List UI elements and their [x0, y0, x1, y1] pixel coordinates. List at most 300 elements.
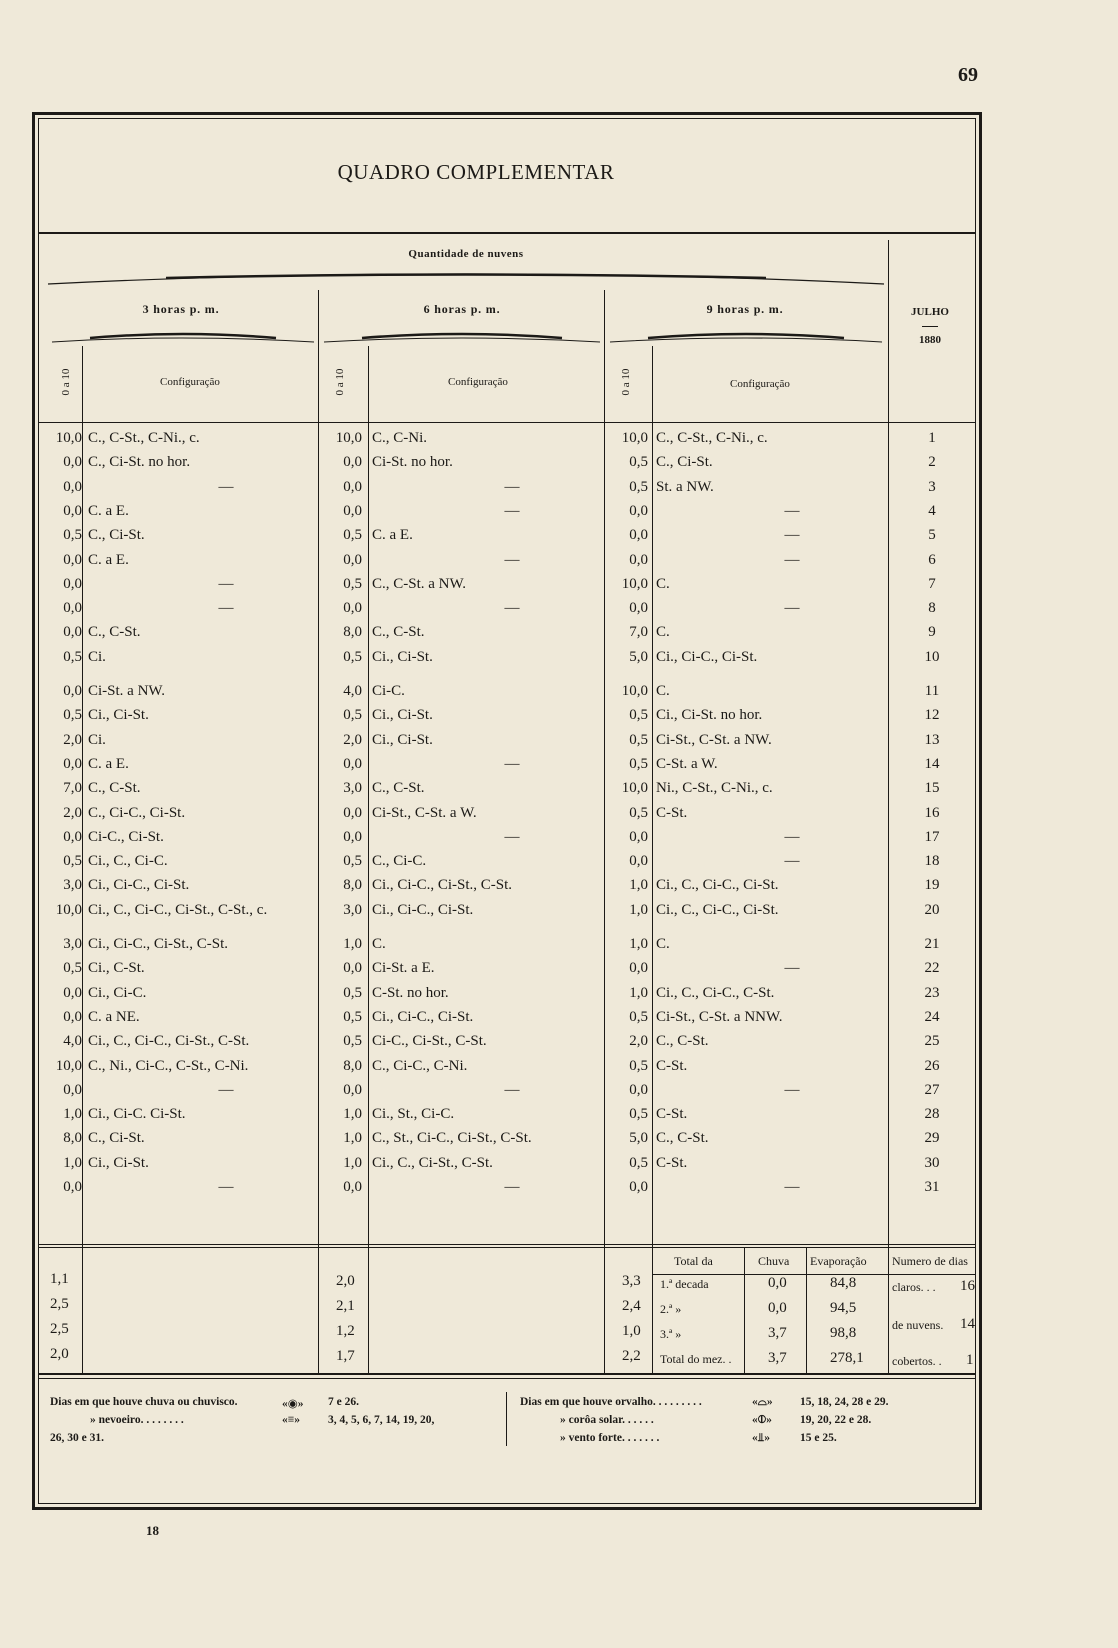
- value-6pm: 0,0: [343, 1081, 362, 1098]
- header-rule-top: [38, 232, 976, 234]
- value-9pm: 0,5: [629, 755, 648, 772]
- footnote-days: 15, 18, 24, 28 e 29.: [800, 1396, 889, 1408]
- value-9pm: 10,0: [621, 430, 648, 446]
- config-3pm: Ci-C., Ci-St.: [88, 828, 164, 845]
- config-3pm: —: [218, 1081, 234, 1098]
- table-row: [46, 805, 972, 829]
- summary-chuva: 0,0: [768, 1300, 787, 1316]
- day-number: 24: [924, 1008, 940, 1025]
- summary-6pm: 1,7: [336, 1348, 355, 1364]
- value-9pm: 0,0: [629, 551, 648, 568]
- summary-3pm: 2,5: [50, 1321, 69, 1337]
- config-3pm: C., Ci-St. no hor.: [88, 454, 191, 471]
- day-number: 17: [924, 828, 940, 845]
- config-9pm: Ci-St., C-St. a NNW.: [656, 1008, 783, 1025]
- summary-6pm: 1,2: [336, 1323, 355, 1339]
- config-3pm: C., Ci-C., Ci-St.: [88, 804, 186, 821]
- value-6pm: 0,5: [343, 575, 362, 592]
- value-6pm: 1,0: [343, 1106, 362, 1123]
- value-9pm: 0,5: [629, 804, 648, 821]
- day-number: 30: [924, 1154, 940, 1171]
- config-9pm: —: [784, 502, 800, 519]
- day-number: 12: [924, 707, 940, 724]
- value-3pm: 0,0: [63, 624, 82, 641]
- value-6pm: 10,0: [335, 430, 362, 446]
- value-3pm: 10,0: [55, 901, 82, 918]
- value-6pm: 1,0: [343, 1154, 362, 1171]
- table-row: [46, 877, 972, 901]
- value-3pm: 10,0: [55, 1057, 82, 1074]
- summary-9pm: 3,3: [622, 1273, 641, 1289]
- value-3pm: 4,0: [63, 1033, 82, 1050]
- value-6pm: 8,0: [343, 877, 362, 894]
- value-9pm: 5,0: [629, 648, 648, 665]
- table-row: [46, 936, 972, 960]
- summary-3pm: 1,1: [50, 1271, 69, 1287]
- value-6pm: 0,5: [343, 527, 362, 544]
- value-6pm: 0,5: [343, 1008, 362, 1025]
- config-9pm: C-St.: [656, 1154, 688, 1171]
- value-3pm: 2,0: [63, 804, 82, 821]
- value-3pm: 0,0: [63, 1008, 82, 1025]
- value-6pm: 0,5: [343, 648, 362, 665]
- value-6pm: 0,0: [343, 551, 362, 568]
- config-6pm: Ci-St. no hor.: [372, 454, 453, 471]
- days-cobertos-label: cobertos. .: [892, 1354, 942, 1368]
- config-label-6pm: Configuração: [448, 376, 508, 388]
- config-6pm: —: [504, 1179, 520, 1195]
- scale-label-9pm: 0 a 10: [620, 368, 632, 396]
- config-9pm: —: [784, 1081, 800, 1098]
- value-9pm: 5,0: [629, 1130, 648, 1147]
- value-6pm: 3,0: [343, 901, 362, 918]
- table-row: [46, 683, 972, 707]
- config-9pm: C.: [656, 683, 670, 699]
- value-3pm: 0,0: [63, 683, 82, 699]
- value-3pm: 0,0: [63, 828, 82, 845]
- config-9pm: C-St.: [656, 804, 688, 821]
- config-3pm: Ci., Ci-C., Ci-St., C-St.: [88, 936, 229, 952]
- config-6pm: Ci., Ci-St.: [372, 648, 433, 665]
- config-9pm: St. a NW.: [656, 478, 714, 495]
- config-3pm: —: [218, 575, 234, 592]
- config-6pm: Ci., Ci-C., Ci-St., C-St.: [372, 877, 513, 894]
- table-bottom-rule2: [38, 1378, 976, 1379]
- summary-evap: 98,8: [830, 1325, 857, 1341]
- value-3pm: 0,5: [63, 707, 82, 724]
- value-3pm: 0,0: [63, 551, 82, 568]
- value-3pm: 0,0: [63, 1081, 82, 1098]
- table-row: [46, 479, 972, 503]
- table-row: [46, 707, 972, 731]
- config-6pm: Ci., Ci-St.: [372, 731, 433, 748]
- config-9pm: —: [784, 527, 800, 544]
- value-9pm: 10,0: [621, 575, 648, 592]
- config-6pm: Ci-St., C-St. a W.: [372, 804, 477, 821]
- value-3pm: 3,0: [63, 936, 82, 952]
- config-9pm: C.: [656, 624, 670, 641]
- weather-symbol-icon: «⦶»: [752, 1414, 772, 1426]
- summary-label: 2.ª »: [660, 1302, 682, 1316]
- config-9pm: Ci., C., Ci-C., C-St.: [656, 984, 775, 1001]
- table-row: [46, 1106, 972, 1130]
- config-3pm: C. a E.: [88, 755, 129, 772]
- config-3pm: —: [218, 1179, 234, 1195]
- value-3pm: 8,0: [63, 1130, 82, 1147]
- table-row: [46, 624, 972, 648]
- day-number: 5: [928, 527, 936, 544]
- footnote-days: 15 e 25.: [800, 1432, 837, 1444]
- value-6pm: 0,5: [343, 707, 362, 724]
- month-label: JULHO: [911, 306, 949, 318]
- weather-symbol-icon: «⫫»: [752, 1432, 770, 1444]
- value-9pm: 0,5: [629, 707, 648, 724]
- day-number: 13: [924, 731, 940, 748]
- config-3pm: —: [218, 478, 234, 495]
- config-label-9pm: Configuração: [730, 378, 790, 390]
- config-6pm: Ci., Ci-C., Ci-St.: [372, 1008, 474, 1025]
- summary-label: 3.ª »: [660, 1327, 682, 1341]
- month-underline: [922, 326, 938, 327]
- weather-symbol-icon: «⌓»: [752, 1396, 773, 1408]
- value-6pm: 0,5: [343, 984, 362, 1001]
- table-row: [46, 1033, 972, 1057]
- value-9pm: 1,0: [629, 936, 648, 952]
- value-3pm: 0,5: [63, 648, 82, 665]
- config-6pm: C., C-Ni.: [372, 430, 428, 446]
- day-number: 28: [924, 1106, 940, 1123]
- config-3pm: —: [218, 600, 234, 617]
- days-nuvens-value: 14: [960, 1316, 975, 1332]
- value-6pm: 0,0: [343, 1179, 362, 1195]
- value-6pm: 8,0: [343, 1057, 362, 1074]
- config-3pm: Ci., Ci-C., Ci-St.: [88, 877, 190, 894]
- summary-evap-header: Evaporação: [810, 1254, 867, 1268]
- config-6pm: C. a E.: [372, 527, 413, 544]
- config-9pm: C., Ci-St.: [656, 454, 713, 471]
- value-9pm: 0,5: [629, 1057, 648, 1074]
- value-6pm: 0,0: [343, 828, 362, 845]
- hours-6pm: 6 horas p. m.: [423, 302, 501, 316]
- config-9pm: C-St. a W.: [656, 755, 718, 772]
- footnote-text: » vento forte. . . . . . .: [560, 1432, 660, 1444]
- scale-label-3pm: 0 a 10: [60, 368, 72, 396]
- day-number: 15: [924, 780, 940, 797]
- summary-9pm: 2,2: [622, 1348, 641, 1364]
- day-number: 14: [924, 755, 940, 772]
- table-bottom-rule: [38, 1373, 976, 1375]
- value-6pm: 0,0: [343, 478, 362, 495]
- page-number: 69: [958, 64, 978, 86]
- value-6pm: 0,0: [343, 960, 362, 977]
- value-6pm: 8,0: [343, 624, 362, 641]
- config-6pm: Ci-St. a E.: [372, 960, 435, 977]
- config-3pm: C. a NE.: [88, 1008, 140, 1025]
- value-6pm: 3,0: [343, 780, 362, 797]
- hours-9pm: 9 horas p. m.: [706, 302, 784, 316]
- config-6pm: C.: [372, 936, 386, 952]
- value-9pm: 1,0: [629, 877, 648, 894]
- value-9pm: 1,0: [629, 984, 648, 1001]
- value-9pm: 2,0: [629, 1033, 648, 1050]
- quantity-brace: [46, 272, 886, 286]
- summary-3pm: 2,5: [50, 1296, 69, 1312]
- config-3pm: Ci., C-St.: [88, 960, 145, 977]
- summary-rule-top: [38, 1244, 976, 1245]
- signature-mark: 18: [146, 1523, 159, 1538]
- summary-subhead-rule: [652, 1274, 976, 1275]
- footnote-text: Dias em que houve orvalho. . . . . . . . .: [520, 1396, 702, 1408]
- value-9pm: 0,0: [629, 1081, 648, 1098]
- table-row: [46, 853, 972, 877]
- config-9pm: C.: [656, 936, 670, 952]
- config-3pm: C., C-St.: [88, 780, 141, 797]
- config-6pm: C., St., Ci-C., Ci-St., C-St.: [372, 1130, 532, 1147]
- config-6pm: —: [504, 600, 520, 617]
- summary-chuva: 3,7: [768, 1325, 787, 1341]
- config-6pm: Ci., St., Ci-C.: [372, 1106, 455, 1123]
- config-3pm: Ci., Ci-St.: [88, 707, 149, 724]
- day-number: 16: [924, 804, 940, 821]
- page-title: QUADRO COMPLEMENTAR: [337, 160, 615, 184]
- value-3pm: 0,0: [63, 478, 82, 495]
- summary-chuva: 0,0: [768, 1275, 787, 1291]
- summary-line-chuva: [744, 1248, 745, 1373]
- config-9pm: —: [784, 960, 800, 977]
- brace-9pm: [608, 330, 884, 344]
- value-9pm: 0,0: [629, 600, 648, 617]
- value-6pm: 0,0: [343, 454, 362, 471]
- day-number: 22: [924, 960, 940, 977]
- value-6pm: 0,5: [343, 1033, 362, 1050]
- value-6pm: 0,0: [343, 755, 362, 772]
- value-6pm: 0,0: [343, 600, 362, 617]
- config-3pm: Ci-St. a NW.: [88, 683, 165, 699]
- config-9pm: —: [784, 853, 800, 870]
- footnote-days: 7 e 26.: [328, 1396, 359, 1408]
- table-row: [46, 1155, 972, 1179]
- config-6pm: Ci-C.: [372, 683, 405, 699]
- footnote-text: » corôa solar. . . . . .: [560, 1414, 654, 1426]
- table-row: [46, 1009, 972, 1033]
- table-row: [46, 829, 972, 853]
- summary-label: Total do mez. .: [660, 1352, 732, 1366]
- summary-evap: 94,5: [830, 1300, 857, 1316]
- table-row: [46, 756, 972, 780]
- config-3pm: Ci.: [88, 648, 106, 665]
- table-row: [46, 649, 972, 673]
- table-row: [46, 454, 972, 478]
- day-number: 20: [924, 901, 940, 918]
- summary-label: 1.ª decada: [660, 1277, 709, 1291]
- value-6pm: 0,5: [343, 853, 362, 870]
- config-3pm: Ci., C., Ci-C.: [88, 853, 168, 870]
- days-nuvens-label: de nuvens.: [892, 1318, 944, 1332]
- value-9pm: 10,0: [621, 683, 648, 699]
- table-row: [46, 527, 972, 551]
- value-3pm: 0,0: [63, 600, 82, 617]
- day-number: 6: [928, 551, 936, 568]
- footnote-text: 26, 30 e 31.: [50, 1432, 104, 1444]
- table-row: [46, 985, 972, 1009]
- config-6pm: —: [504, 502, 520, 519]
- table-row: [46, 503, 972, 527]
- day-number: 10: [924, 648, 940, 665]
- day-number: 2: [928, 454, 936, 471]
- config-9pm: —: [784, 551, 800, 568]
- config-6pm: C-St. no hor.: [372, 984, 449, 1001]
- value-3pm: 1,0: [63, 1154, 82, 1171]
- value-3pm: 0,5: [63, 527, 82, 544]
- config-6pm: —: [504, 478, 520, 495]
- config-6pm: C., C-St.: [372, 624, 425, 641]
- config-6pm: Ci., Ci-C., Ci-St.: [372, 901, 474, 918]
- value-3pm: 1,0: [63, 1106, 82, 1123]
- day-number: 7: [928, 575, 936, 592]
- config-6pm: C., Ci-C.: [372, 853, 427, 870]
- day-number: 18: [924, 853, 940, 870]
- footnote-text: » nevoeiro. . . . . . . .: [90, 1414, 184, 1426]
- value-6pm: 0,0: [343, 804, 362, 821]
- summary-rule-top2: [38, 1247, 976, 1248]
- year-label: 1880: [919, 334, 941, 346]
- day-number: 19: [924, 877, 940, 894]
- value-9pm: 0,0: [629, 527, 648, 544]
- quantity-label: Quantidade de nuvens: [408, 248, 524, 260]
- value-3pm: 0,0: [63, 755, 82, 772]
- config-9pm: Ci-St., C-St. a NW.: [656, 731, 772, 748]
- days-claros-value: 16: [960, 1278, 975, 1294]
- config-3pm: Ci., C., Ci-C., Ci-St., C-St., c.: [88, 901, 268, 918]
- config-9pm: C-St.: [656, 1057, 688, 1074]
- value-9pm: 0,0: [629, 960, 648, 977]
- day-number: 29: [924, 1130, 940, 1147]
- config-9pm: C-St.: [656, 1106, 688, 1123]
- config-6pm: C., C-St.: [372, 780, 425, 797]
- day-number: 31: [924, 1179, 940, 1195]
- day-number: 25: [924, 1033, 940, 1050]
- config-6pm: —: [504, 551, 520, 568]
- summary-3pm: 2,0: [50, 1346, 69, 1362]
- value-9pm: 0,5: [629, 454, 648, 471]
- footnote-divider: [506, 1392, 507, 1446]
- day-number: 9: [928, 624, 936, 641]
- value-3pm: 0,0: [63, 984, 82, 1001]
- days-cobertos-value: 1: [966, 1352, 974, 1368]
- day-number: 23: [924, 984, 940, 1001]
- table-row: [46, 780, 972, 804]
- value-9pm: 7,0: [629, 624, 648, 641]
- config-3pm: C., C-St.: [88, 624, 141, 641]
- config-3pm: Ci., Ci-C.: [88, 984, 147, 1001]
- summary-6pm: 2,1: [336, 1298, 355, 1314]
- value-9pm: 1,0: [629, 901, 648, 918]
- day-number: 8: [928, 600, 936, 617]
- config-6pm: —: [504, 755, 520, 772]
- config-3pm: C. a E.: [88, 551, 129, 568]
- value-3pm: 7,0: [63, 780, 82, 797]
- table-row: [46, 1082, 972, 1106]
- config-6pm: —: [504, 828, 520, 845]
- value-3pm: 0,0: [63, 454, 82, 471]
- config-9pm: Ci., C., Ci-C., Ci-St.: [656, 877, 779, 894]
- value-3pm: 2,0: [63, 731, 82, 748]
- config-6pm: Ci-C., Ci-St., C-St.: [372, 1033, 487, 1050]
- table-row: [46, 732, 972, 756]
- config-6pm: Ci., Ci-St.: [372, 707, 433, 724]
- value-3pm: 0,0: [63, 502, 82, 519]
- value-6pm: 1,0: [343, 1130, 362, 1147]
- summary-9pm: 2,4: [622, 1298, 641, 1314]
- value-3pm: 0,5: [63, 853, 82, 870]
- config-9pm: Ci., Ci-St. no hor.: [656, 707, 763, 724]
- config-9pm: C., C-St., C-Ni., c.: [656, 430, 768, 446]
- config-9pm: C., C-St.: [656, 1130, 709, 1147]
- day-number: 11: [924, 683, 940, 699]
- config-9pm: Ci., Ci-C., Ci-St.: [656, 648, 758, 665]
- value-6pm: 0,0: [343, 502, 362, 519]
- summary-days-header: Numero de dias: [892, 1254, 968, 1268]
- summary-evap: 278,1: [830, 1350, 864, 1366]
- table-row: [46, 552, 972, 576]
- days-claros-label: claros. . .: [892, 1280, 936, 1294]
- value-9pm: 0,5: [629, 478, 648, 495]
- config-9pm: C., C-St.: [656, 1033, 709, 1050]
- config-6pm: C., C-St. a NW.: [372, 575, 467, 592]
- footnote-days: 3, 4, 5, 6, 7, 14, 19, 20,: [328, 1414, 435, 1426]
- config-9pm: —: [784, 828, 800, 845]
- config-label-3pm: Configuração: [160, 376, 220, 388]
- config-3pm: Ci., Ci-St.: [88, 1154, 149, 1171]
- value-3pm: 3,0: [63, 877, 82, 894]
- table-row: [46, 1130, 972, 1154]
- weather-symbol-icon: «◉»: [282, 1398, 304, 1410]
- footnote-text: Dias em que houve chuva ou chuvisco.: [50, 1396, 238, 1408]
- table-row: [46, 576, 972, 600]
- value-9pm: 0,5: [629, 1106, 648, 1123]
- config-6pm: Ci., C., Ci-St., C-St.: [372, 1154, 493, 1171]
- value-9pm: 0,0: [629, 1179, 648, 1195]
- value-6pm: 1,0: [343, 936, 362, 952]
- table-row: [46, 1179, 972, 1203]
- value-3pm: 0,5: [63, 960, 82, 977]
- hours-3pm: 3 horas p. m.: [142, 302, 220, 316]
- summary-total-header: Total da: [674, 1254, 713, 1268]
- value-9pm: 0,5: [629, 1154, 648, 1171]
- day-number: 26: [924, 1057, 940, 1074]
- value-9pm: 0,5: [629, 731, 648, 748]
- config-3pm: Ci., C., Ci-C., Ci-St., C-St.: [88, 1033, 250, 1050]
- table-row: [46, 600, 972, 624]
- table-row: [46, 960, 972, 984]
- value-9pm: 0,0: [629, 853, 648, 870]
- config-3pm: Ci., Ci-C. Ci-St.: [88, 1106, 186, 1123]
- summary-chuva: 3,7: [768, 1350, 787, 1366]
- value-3pm: 0,0: [63, 575, 82, 592]
- value-9pm: 0,5: [629, 1008, 648, 1025]
- config-3pm: C., Ci-St.: [88, 1130, 145, 1147]
- summary-6pm: 2,0: [336, 1273, 355, 1289]
- value-3pm: 10,0: [55, 430, 82, 446]
- value-3pm: 0,0: [63, 1179, 82, 1195]
- value-6pm: 2,0: [343, 731, 362, 748]
- scale-label-6pm: 0 a 10: [334, 368, 346, 396]
- table-row: [46, 430, 972, 454]
- day-number: 4: [928, 502, 936, 519]
- config-9pm: Ci., C., Ci-C., Ci-St.: [656, 901, 779, 918]
- summary-chuva-header: Chuva: [758, 1254, 790, 1268]
- day-number: 1: [928, 430, 936, 446]
